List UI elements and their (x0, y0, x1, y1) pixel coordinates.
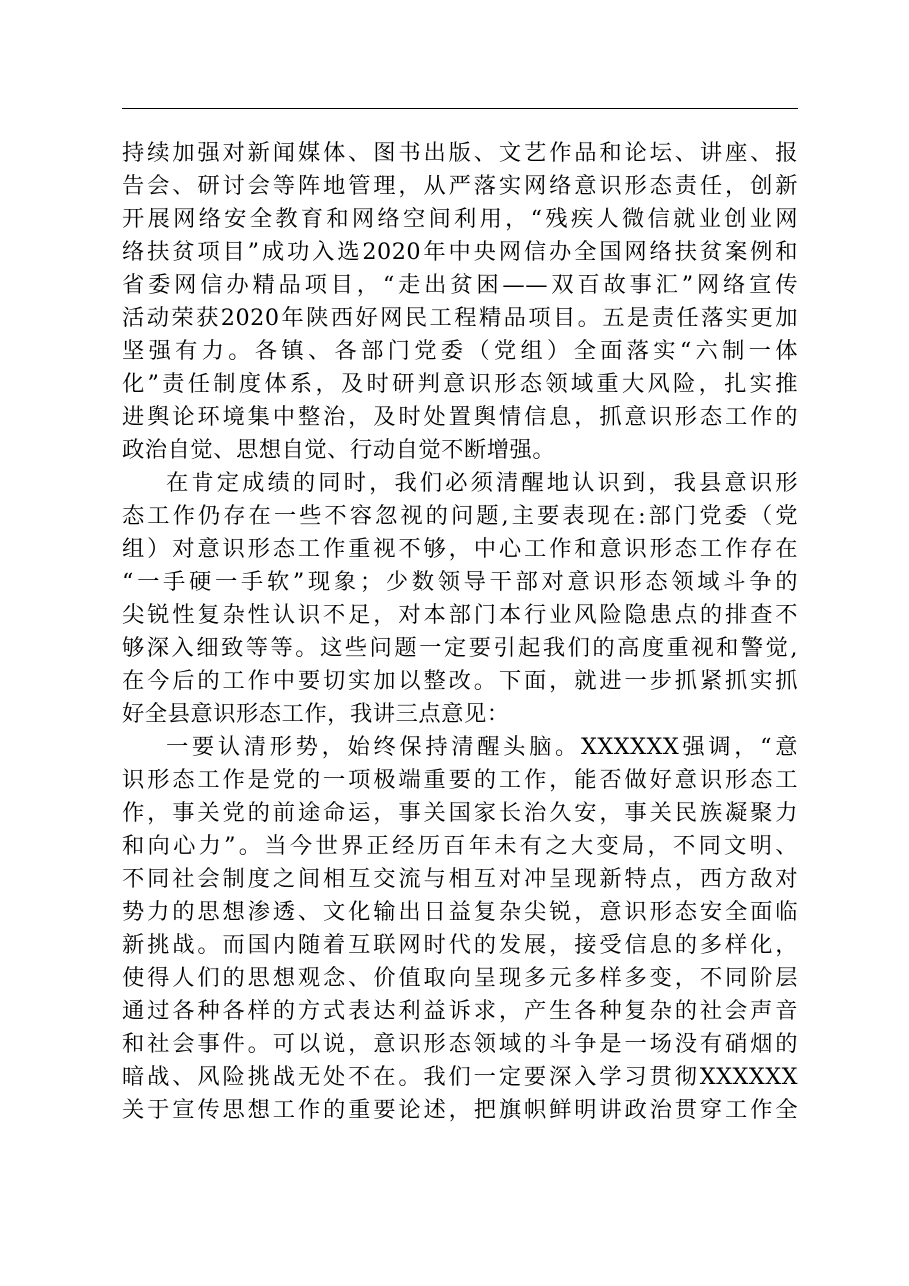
text-line: 不同社会制度之间相互交流与相互对冲呈现新特点，西方敌对 (122, 866, 798, 892)
text-line: 一要认清形势，始终保持清醒头脑。XXXXXX强调，“意 (166, 734, 798, 760)
text-line: 作，事关党的前途命运，事关国家长治久安，事关民族凝聚力 (122, 800, 798, 826)
text-line: 和社会事件。可以说，意识形态领域的斗争是一场没有硝烟的 (122, 1031, 798, 1057)
text-line: 够深入细致等等。这些问题一定要引起我们的高度重视和警觉, (122, 635, 798, 661)
text-line: 坚强有力。各镇、各部门党委（党组）全面落实“六制一体 (122, 338, 798, 364)
text-line: 络扶贫项目”成功入选2020年中央网信办全国网络扶贫案例和 (122, 239, 798, 265)
text-line: 活动荣获2020年陕西好网民工程精品项目。五是责任落实更加 (122, 305, 798, 331)
text-line: 暗战、风险挑战无处不在。我们一定要深入学习贯彻XXXXXX (122, 1064, 798, 1090)
text-line: 开展网络安全教育和网络空间利用，“残疾人微信就业创业网 (122, 206, 798, 232)
text-line: 态工作仍存在一些不容忽视的问题,主要表现在:部门党委（党 (122, 503, 798, 529)
text-line: 省委网信办精品项目，“走出贫困——双百故事汇”网络宣传 (122, 272, 798, 298)
text-line: 持续加强对新闻媒体、图书出版、文艺作品和论坛、讲座、报 (122, 140, 798, 166)
text-line: 在今后的工作中要切实加以整改。下面，就进一步抓紧抓实抓 (122, 668, 798, 694)
text-line: 关于宣传思想工作的重要论述，把旗帜鲜明讲政治贯穿工作全 (122, 1097, 798, 1123)
text-line: 通过各种各样的方式表达利益诉求，产生各种复杂的社会声音 (122, 998, 798, 1024)
text-line: 识形态工作是党的一项极端重要的工作，能否做好意识形态工 (122, 767, 798, 793)
text-line: 好全县意识形态工作，我讲三点意见： (122, 701, 510, 727)
text-line: 新挑战。而国内随着互联网时代的发展，接受信息的多样化， (122, 932, 798, 958)
text-line: “一手硬一手软”现象；少数领导干部对意识形态领域斗争的 (122, 569, 798, 595)
header-rule (122, 108, 798, 109)
text-line: 势力的思想渗透、文化输出日益复杂尖锐，意识形态安全面临 (122, 899, 798, 925)
text-line: 进舆论环境集中整治，及时处置舆情信息，抓意识形态工作的 (122, 404, 798, 430)
text-line: 化”责任制度体系，及时研判意识形态领域重大风险，扎实推 (122, 371, 798, 397)
text-line: 尖锐性复杂性认识不足，对本部门本行业风险隐患点的排查不 (122, 602, 798, 628)
text-line: 使得人们的思想观念、价值取向呈现多元多样多变，不同阶层 (122, 965, 798, 991)
text-line: 告会、研讨会等阵地管理，从严落实网络意识形态责任，创新 (122, 173, 798, 199)
text-line: 组）对意识形态工作重视不够，中心工作和意识形态工作存在 (122, 536, 798, 562)
text-line: 在肯定成绩的同时，我们必须清醒地认识到，我县意识形 (166, 470, 798, 496)
text-line: 政治自觉、思想自觉、行动自觉不断增强。 (122, 437, 556, 463)
text-line: 和向心力”。当今世界正经历百年未有之大变局，不同文明、 (122, 833, 798, 859)
document-body (122, 137, 798, 1127)
